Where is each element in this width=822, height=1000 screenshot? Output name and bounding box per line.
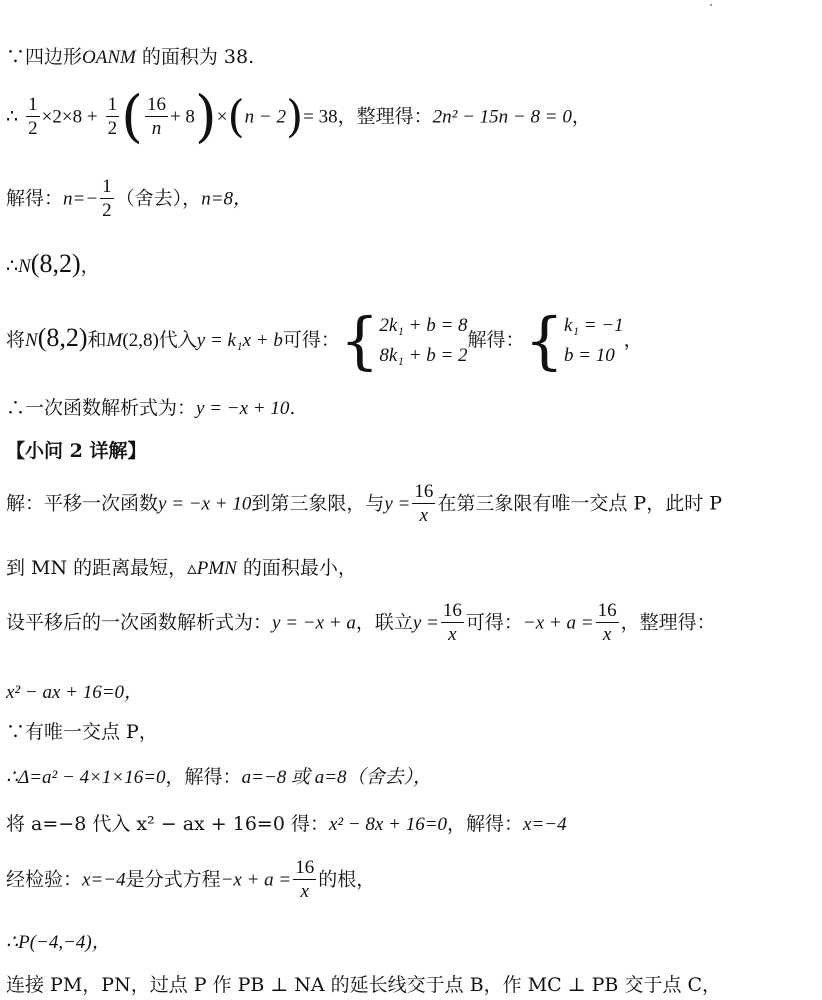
scan-speck [710, 4, 712, 6]
line-set-function [6, 600, 716, 647]
frac-num: 1 [28, 94, 38, 115]
line-quadratic: x² − ax + 16=0， [6, 682, 144, 703]
line-area-equation [6, 84, 591, 150]
system-row-2: 8k₁ + b = 2 [379, 345, 468, 366]
discriminant: ∴Δ=a² − 4×1×16=0 [6, 767, 166, 788]
fraction-16-over-n [145, 94, 168, 141]
substitute-lead: 将 a=−8 代入 x² − ax + 16=0 得： [6, 813, 329, 835]
translate-lead: 解：平移一次函数 [6, 492, 159, 515]
left-paren: ( [121, 84, 143, 150]
equation-x: x² − 8x + 16=0 [328, 814, 448, 835]
system-row-1: 2k₁ + b = 8 [379, 315, 468, 336]
line-unique-point: ∵有唯一交点 P， [6, 721, 158, 743]
frac-den: x [596, 622, 619, 647]
triangle-pmn: ▵PMN [187, 558, 237, 579]
set-lead: 设平移后的一次函数解析式为： [6, 611, 273, 634]
fraction-16-over-x [441, 600, 464, 647]
fraction-half-1 [26, 94, 40, 141]
point-n-label: N [25, 330, 38, 351]
quadratic-equation: 2n² − 15n − 8 = 0 [432, 106, 572, 128]
line-solve-n [6, 176, 252, 223]
line-translate [6, 481, 722, 528]
frac-num: 16 [146, 94, 166, 115]
min-area-tail: 的面积最小， [236, 557, 357, 579]
frac-den: x [293, 879, 316, 904]
comma: ， [571, 105, 591, 128]
frac-num: 16 [597, 600, 617, 621]
linear-formula: y = k₁x + b [196, 330, 283, 351]
fraction-16-over-x [412, 481, 435, 528]
solve-label: 解得： [467, 329, 525, 351]
line-discriminant [6, 762, 432, 789]
x-result: x=−4 [523, 814, 567, 835]
line-verify [6, 857, 375, 904]
frac-num: 16 [295, 857, 315, 878]
point-coord: (8,2) [30, 249, 81, 278]
y-equals: y = [412, 612, 439, 634]
comma: ， [80, 255, 100, 277]
function-a: y = −x + a [272, 612, 356, 634]
line-construction: 连接 PM，PN，过点 P 作 PB ⊥ NA 的延长线交于点 B，作 MC ⊥ PB 交于点 C， [6, 974, 722, 996]
and-text: 和 [87, 329, 107, 351]
left-brace: { [339, 304, 380, 377]
n-value-2: n=8， [201, 188, 253, 210]
frac-num: 16 [414, 481, 434, 502]
equals-38: = 38 [303, 106, 338, 128]
frac-den: x [441, 622, 464, 647]
n-minus-2: n − 2 [244, 106, 286, 128]
n-value-1: n=− [63, 188, 99, 210]
point-label: N [18, 256, 31, 277]
distance-lead: 到 MN 的距离最短， [6, 557, 188, 579]
result-lead: ∴一次函数解析式为： [6, 397, 197, 419]
line-point-p: ∴P(−4,−4)， [6, 932, 111, 953]
verify-mid: 是分式方程 [125, 868, 221, 891]
substitute-into: 代入 [158, 329, 197, 351]
fraction-half-2 [106, 94, 120, 141]
frac-den: x [412, 503, 435, 528]
quad-name: OANM [82, 47, 136, 68]
left-brace-2: { [524, 304, 564, 377]
linear-function: y = −x + 10 [196, 398, 290, 419]
simplify-label: ，整理得： [337, 105, 433, 128]
line-point-n [6, 249, 100, 279]
solve-label: 解得： [6, 187, 64, 210]
frac-den: 2 [107, 118, 118, 139]
point-m-label: M [106, 330, 123, 351]
solution-system [564, 311, 624, 371]
fraction-16-over-x-2 [596, 600, 619, 647]
therefore-symbol: ∴ [6, 255, 19, 277]
obtain-label: 可得： [282, 329, 340, 351]
frac-num: 1 [107, 94, 118, 115]
plus-8: + 8 [169, 106, 195, 128]
comma: ， [623, 329, 643, 351]
right-paren: ) [194, 84, 217, 150]
point-m-coord: (2,8) [122, 330, 159, 351]
frac-den: 2 [28, 118, 38, 139]
frac-den: 2 [102, 200, 112, 221]
line-linear-result [6, 393, 295, 420]
times-2-8: ×2×8 + [41, 106, 98, 128]
right-paren-2: ) [286, 91, 304, 143]
verify-tail: 的根， [318, 868, 376, 891]
obtain-label: 可得： [465, 611, 523, 634]
therefore-symbol: ∴ [6, 105, 19, 128]
a-values: a=−8 或 a=8（舍去）， [241, 767, 433, 788]
frac-den: n [145, 116, 168, 141]
because-lead: ∵四边形 [6, 46, 83, 68]
line-min-area [6, 553, 357, 580]
discard-note: （舍去）， [115, 187, 202, 210]
fraction-16-over-x [293, 857, 316, 904]
line-substitute-system [6, 304, 643, 377]
verify-lead: 经检验： [6, 868, 83, 891]
solution-row-1: k₁ = −1 [563, 315, 624, 336]
fraction-half [100, 176, 114, 223]
times-sign: × [216, 106, 228, 128]
frac-num: 16 [442, 600, 462, 621]
left-paren-2: ( [227, 91, 245, 143]
solve-label: ，解得： [447, 813, 524, 835]
simplify-label: ，整理得： [620, 611, 716, 634]
substitute-lead: 将 [6, 329, 26, 351]
frac-num: 1 [102, 176, 112, 197]
line-substitute-a [6, 809, 567, 836]
point-n-coord: (8,2) [37, 323, 88, 352]
x-value: x=−4 [82, 869, 126, 891]
equation-left: −x + a = [522, 612, 594, 634]
area-text: 的面积为 38. [135, 46, 255, 68]
solution-row-2: b = 10 [563, 345, 615, 366]
y-equals: y = [384, 493, 411, 515]
combine-label: ，联立 [355, 611, 413, 634]
equation-system [379, 311, 467, 371]
function-1: y = −x + 10 [158, 493, 252, 515]
translate-tail: 在第三象限有唯一交点 P，此时 P [437, 492, 723, 515]
section-heading: 【小问 2 详解】 [6, 440, 147, 462]
line-area-condition [6, 42, 254, 69]
fractional-equation: −x + a = [220, 869, 292, 891]
solve-label: ，解得： [165, 766, 242, 788]
period: . [289, 397, 296, 419]
translate-mid: 到第三象限，与 [251, 492, 385, 515]
